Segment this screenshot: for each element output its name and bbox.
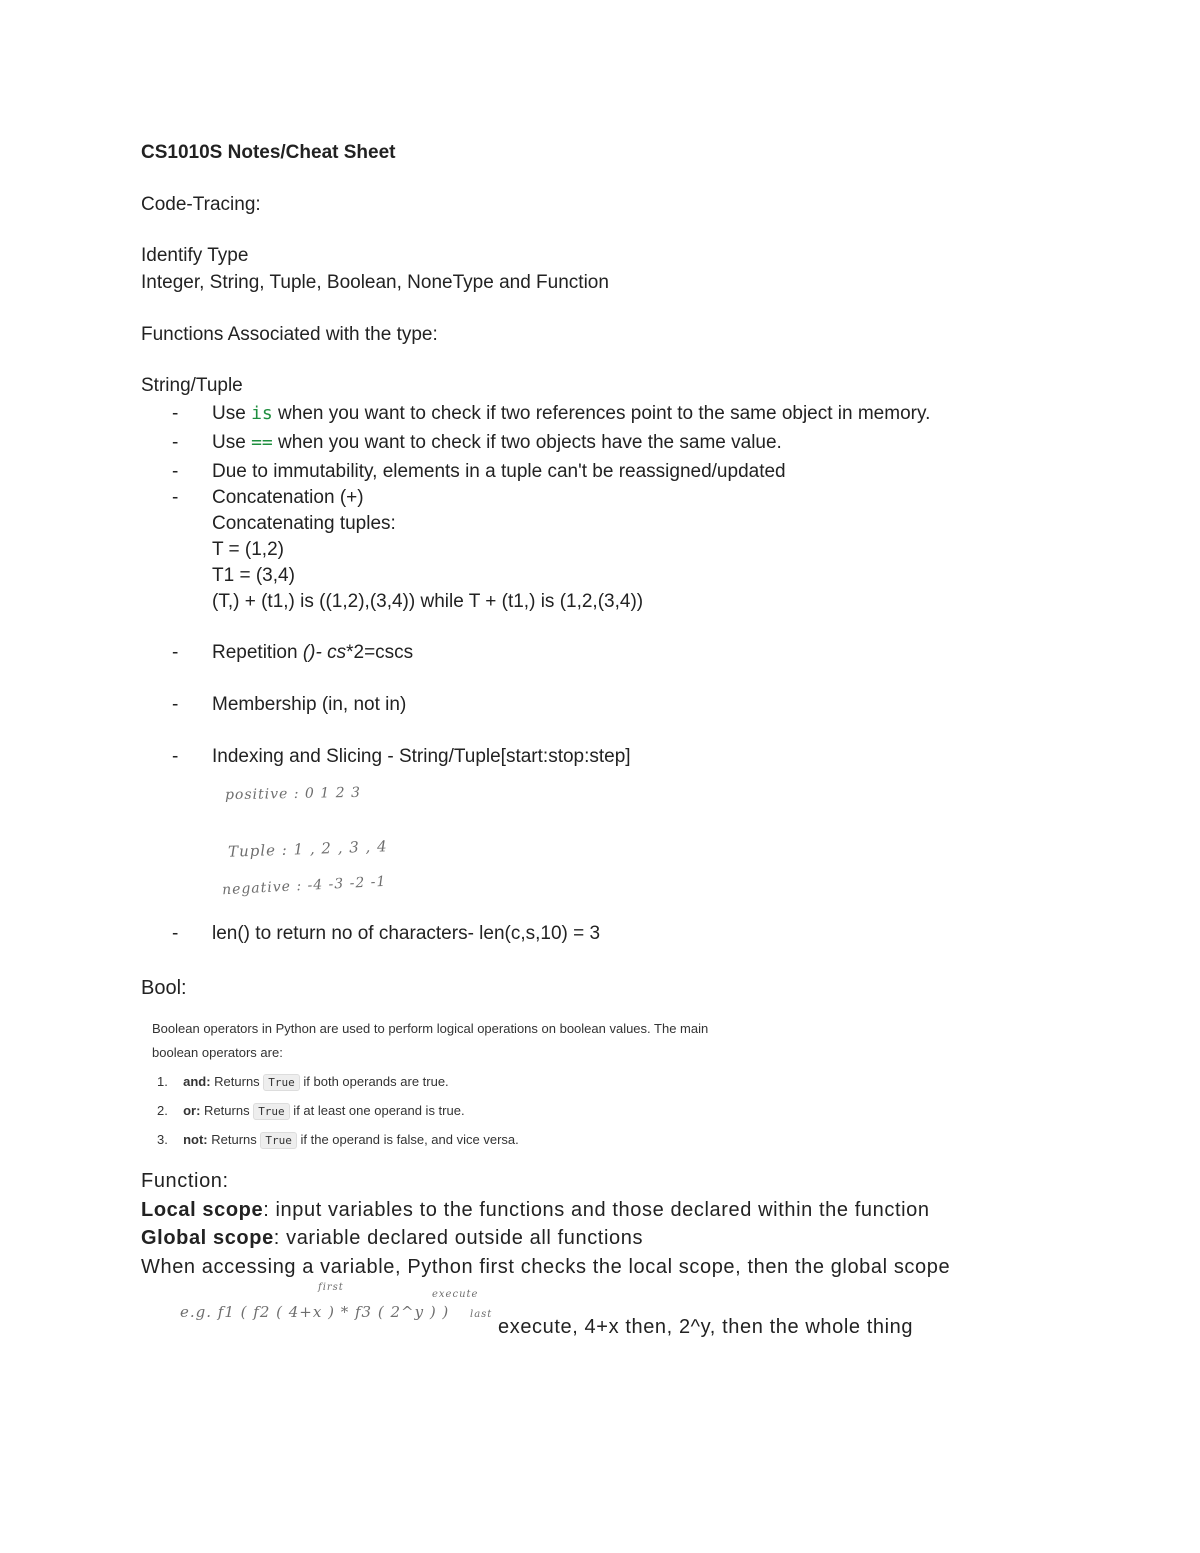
access-order-line: When accessing a variable, Python first checks the local scope, then the global scope: [141, 1256, 951, 1278]
handwritten-tuple-elements: Tuple : 1 , 2 , 3 , 4: [227, 837, 388, 861]
operator-name: or:: [183, 1103, 201, 1118]
bullet-dash: -: [172, 746, 179, 767]
page-title: CS1010S Notes/Cheat Sheet: [141, 142, 396, 163]
true-code: True: [263, 1074, 300, 1091]
operator-name: and:: [183, 1074, 211, 1089]
bool-intro-line1: Boolean operators in Python are used to perform logical operations on boolean values. The main: [152, 1021, 709, 1036]
operator-name: not:: [183, 1132, 208, 1147]
true-code: True: [260, 1132, 297, 1149]
handwritten-negative-indices: negative : -4 -3 -2 -1: [221, 873, 387, 899]
operator-desc-end: if at least one operand is true.: [289, 1103, 465, 1118]
operator-desc: Returns: [200, 1103, 254, 1118]
bool-item-not: [157, 1132, 519, 1149]
functions-associated-label: Functions Associated with the type:: [141, 324, 438, 345]
operator-desc: Returns: [210, 1074, 264, 1089]
bullet-indexing: Indexing and Slicing - String/Tuple[start:stop:step]: [212, 746, 631, 767]
bool-heading: Bool:: [141, 977, 187, 999]
operator-desc-end: if both operands are true.: [299, 1074, 449, 1089]
bullet-dash: -: [172, 432, 179, 453]
global-scope-label: Global scope: [141, 1227, 274, 1249]
repetition-suffix: *2=cscs: [346, 642, 414, 663]
is-code: is: [251, 403, 273, 424]
bullet-dash: -: [172, 461, 179, 482]
bullet-dash: -: [172, 923, 179, 944]
bool-item-or: [157, 1103, 465, 1120]
concat-example: (T,) + (t1,) is ((1,2),(3,4)) while T + (t1,) is (1,2,(3,4)): [212, 591, 644, 612]
bullet-repetition: [212, 642, 413, 664]
code-tracing-label: Code-Tracing:: [141, 194, 261, 215]
string-tuple-heading: String/Tuple: [141, 375, 243, 396]
function-heading: Function:: [141, 1170, 229, 1192]
repetition-star: ()- cs: [302, 642, 347, 663]
handwritten-last: last: [470, 1309, 493, 1320]
handwritten-execute: execute: [432, 1289, 479, 1300]
global-scope-text: : variable declared outside all functions: [273, 1227, 644, 1249]
t-assignment: T = (1,2): [212, 539, 284, 560]
list-number: 2.: [157, 1103, 168, 1118]
bool-item-and: [157, 1074, 449, 1091]
types-list: Integer, String, Tuple, Boolean, NoneType and Function: [141, 272, 609, 293]
handwritten-positive-indices: positive : 0 1 2 3: [224, 784, 362, 804]
bullet-dash: -: [172, 487, 179, 508]
bool-intro-line2: boolean operators are:: [152, 1045, 283, 1060]
bullet-dash: -: [172, 694, 179, 715]
is-prefix: Use: [212, 403, 252, 424]
bullet-immutability: Due to immutability, elements in a tuple can't be reassigned/updated: [212, 461, 786, 482]
list-number: 1.: [157, 1074, 168, 1089]
is-suffix: when you want to check if two references point to the same object in memory.: [272, 403, 931, 424]
local-scope-text: : input variables to the functions and those declared within the function: [263, 1199, 930, 1221]
handwritten-expression: e.g. f1 ( f2 ( 4+x ) * f3 ( 2^y ) ): [180, 1303, 450, 1321]
concat-tuples-label: Concatenating tuples:: [212, 513, 396, 534]
bullet-len: len() to return no of characters- len(c,s,10) = 3: [212, 923, 601, 944]
handwritten-first: first: [318, 1282, 344, 1293]
execute-order-text: execute, 4+x then, 2^y, then the whole thing: [498, 1316, 914, 1338]
local-scope-label: Local scope: [141, 1199, 264, 1221]
operator-desc-end: if the operand is false, and vice versa.: [296, 1132, 519, 1147]
identify-type-label: Identify Type: [141, 245, 249, 266]
eq-prefix: Use: [212, 432, 252, 453]
global-scope-line: [141, 1227, 643, 1250]
bullet-dash: -: [172, 642, 179, 663]
bullet-dash: -: [172, 403, 179, 424]
repetition-prefix: Repetition: [212, 642, 303, 663]
eq-code: ==: [251, 432, 273, 453]
bullet-membership: Membership (in, not in): [212, 694, 407, 715]
t1-assignment: T1 = (3,4): [212, 565, 295, 586]
bullet-concatenation: Concatenation (+): [212, 487, 364, 508]
eq-suffix: when you want to check if two objects have the same value.: [272, 432, 782, 453]
local-scope-line: [141, 1199, 930, 1222]
true-code: True: [253, 1103, 290, 1120]
list-number: 3.: [157, 1132, 168, 1147]
operator-desc: Returns: [207, 1132, 261, 1147]
bullet-eq-operator: [212, 432, 782, 454]
bullet-is-operator: [212, 403, 930, 425]
